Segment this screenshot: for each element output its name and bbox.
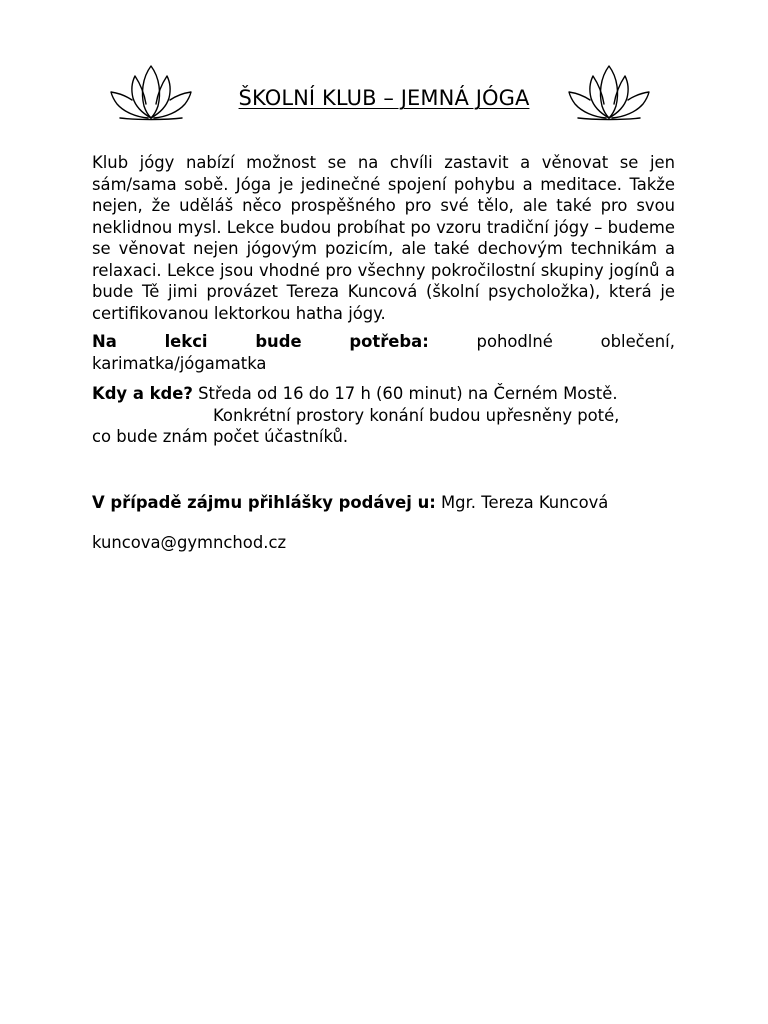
intro-paragraph: Klub jógy nabízí možnost se na chvíli zastavit a věnovat se jen sám/sama sobě. Jóga je jedinečné spojení pohybu a meditace. Takže nejen, že uděláš něco prospěšného pro své tělo, ale také pro svou neklidnou mysl. Lekce budou probíhat po vzoru tradiční jógy – budeme se věnovat nejen jógovým pozicím, ale také dechovým technikám a relaxaci. Lekce jsou vhodné pro všechny pokročilostní skupiny jogínů a bude Tě jimi provázet Tereza Kuncová (školní psycholožka), která je certifikovanou lektorkou hatha jógy.: [92, 153, 675, 323]
time-place-line: [92, 383, 675, 405]
time-place-value: Středa od 16 do 17 h (60 minut) na Černém Mostě.: [192, 384, 618, 403]
requirements-line: [92, 331, 675, 353]
lotus-icon: [566, 62, 652, 122]
requirements-label-word: potřeba:: [349, 332, 429, 351]
contact-email[interactable]: kuncova@gymnchod.cz: [92, 533, 287, 552]
application-line: [92, 492, 675, 514]
time-place-paragraph: [92, 383, 675, 448]
contact-name: Mgr. Tereza Kuncová: [435, 492, 609, 512]
time-place-label: Kdy a kde?: [92, 384, 193, 403]
requirements-value-word: oblečení,: [600, 332, 675, 351]
requirements-value-line: karimatka/jógamatka: [92, 353, 267, 373]
requirements-label-word: lekci: [164, 332, 208, 351]
requirements-value-word: pohodlné: [476, 332, 553, 351]
requirements-label-word: Na: [92, 332, 117, 351]
page-title: ŠKOLNÍ KLUB – JEMNÁ JÓGA: [238, 86, 530, 110]
requirements-label-word: bude: [255, 332, 302, 351]
requirements-paragraph: [92, 331, 675, 374]
document-header: [0, 62, 768, 132]
time-place-line: Konkrétní prostory konání budou upřesněny poté,: [213, 405, 620, 425]
time-place-line: co bude znám počet účastníků.: [92, 427, 349, 446]
application-label: V případě zájmu přihlášky podávej u:: [92, 492, 436, 512]
document-body: [92, 152, 675, 554]
